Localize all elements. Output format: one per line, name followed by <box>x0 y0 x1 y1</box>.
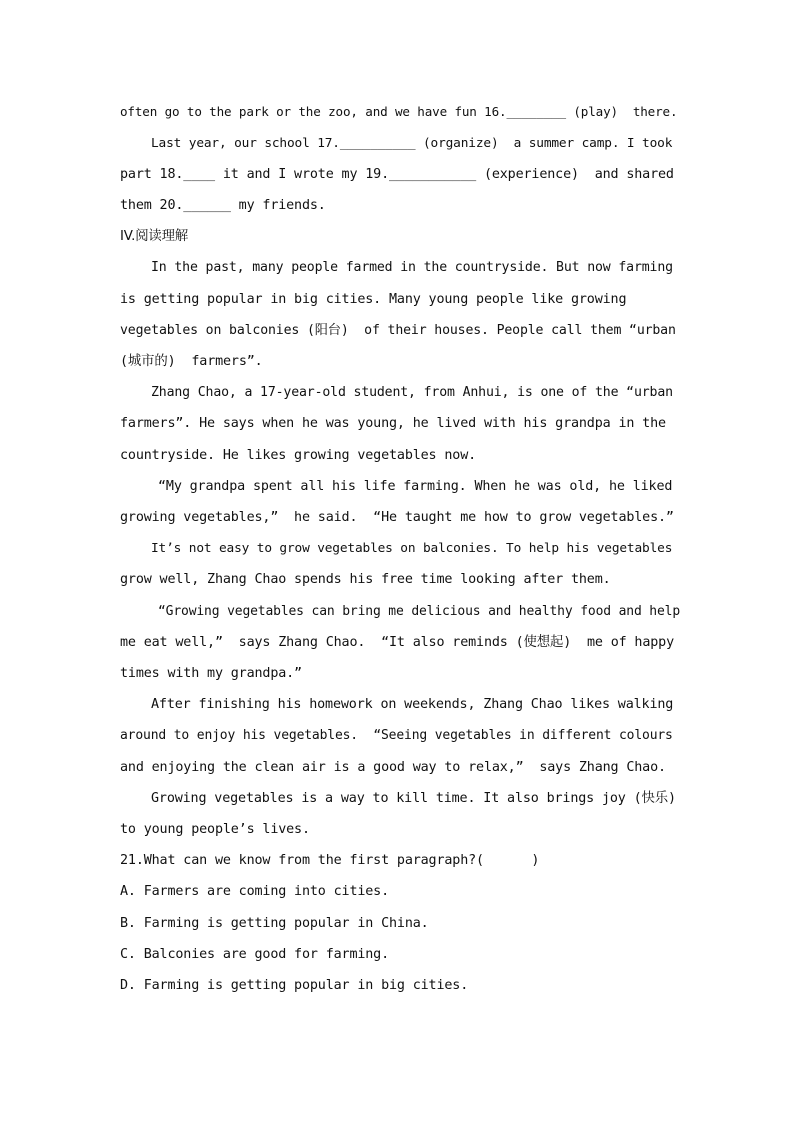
option-a: A. Farmers are coming into cities. <box>120 884 390 899</box>
section-heading: IV.阅读理解 <box>120 229 189 244</box>
text-line: Zhang Chao, a 17-year-old student, from Anhui, is one of the “urban <box>151 385 673 400</box>
text-line: After finishing his homework on weekends, Zhang Chao likes walking <box>151 697 674 712</box>
text-line: Last year, our school 17.__________ (organize) a summer camp. I took <box>151 136 673 151</box>
text-line: “My grandpa spent all his life farming. When he was old, he liked <box>158 479 673 494</box>
text-line: farmers”. He says when he was young, he lived with his grandpa in the <box>120 416 666 431</box>
text-line: countryside. He likes growing vegetables now. <box>120 448 477 463</box>
text-line: part 18.____ it and I wrote my 19.___________ (experience) and shared <box>120 167 674 182</box>
text-line: (城市的) farmers”. <box>120 354 263 369</box>
text-line: and enjoying the clean air is a good way to relax,” says Zhang Chao. <box>120 760 666 775</box>
text-line: growing vegetables,” he said. “He taught me how to grow vegetables.” <box>120 510 674 525</box>
text-line: vegetables on balconies (阳台) of their houses. People call them “urban <box>120 323 676 338</box>
text-line: often go to the park or the zoo, and we have fun 16.________ (play) there. <box>120 104 678 119</box>
option-c: C. Balconies are good for farming. <box>120 947 390 962</box>
text-line: In the past, many people farmed in the countryside. But now farming <box>151 260 673 275</box>
text-line: grow well, Zhang Chao spends his free time looking after them. <box>120 572 611 587</box>
option-b: B. Farming is getting popular in China. <box>120 916 429 931</box>
text-line: Growing vegetables is a way to kill time. It also brings joy (快乐) <box>151 791 676 806</box>
text-line: is getting popular in big cities. Many young people like growing <box>120 292 627 307</box>
text-line: “Growing vegetables can bring me delicious and healthy food and help <box>158 604 681 619</box>
text-line: me eat well,” says Zhang Chao. “It also reminds (使想起) me of happy <box>120 635 674 650</box>
question-stem: 21.What can we know from the first paragraph?( ) <box>120 853 540 868</box>
text-line: around to enjoy his vegetables. “Seeing vegetables in different colours <box>120 728 673 743</box>
option-d: D. Farming is getting popular in big cities. <box>120 978 469 993</box>
text-line: to young people’s lives. <box>120 822 310 837</box>
text-line: times with my grandpa.” <box>120 666 302 681</box>
text-line: them 20.______ my friends. <box>120 198 326 213</box>
text-line: It’s not easy to grow vegetables on balconies. To help his vegetables <box>151 541 673 556</box>
